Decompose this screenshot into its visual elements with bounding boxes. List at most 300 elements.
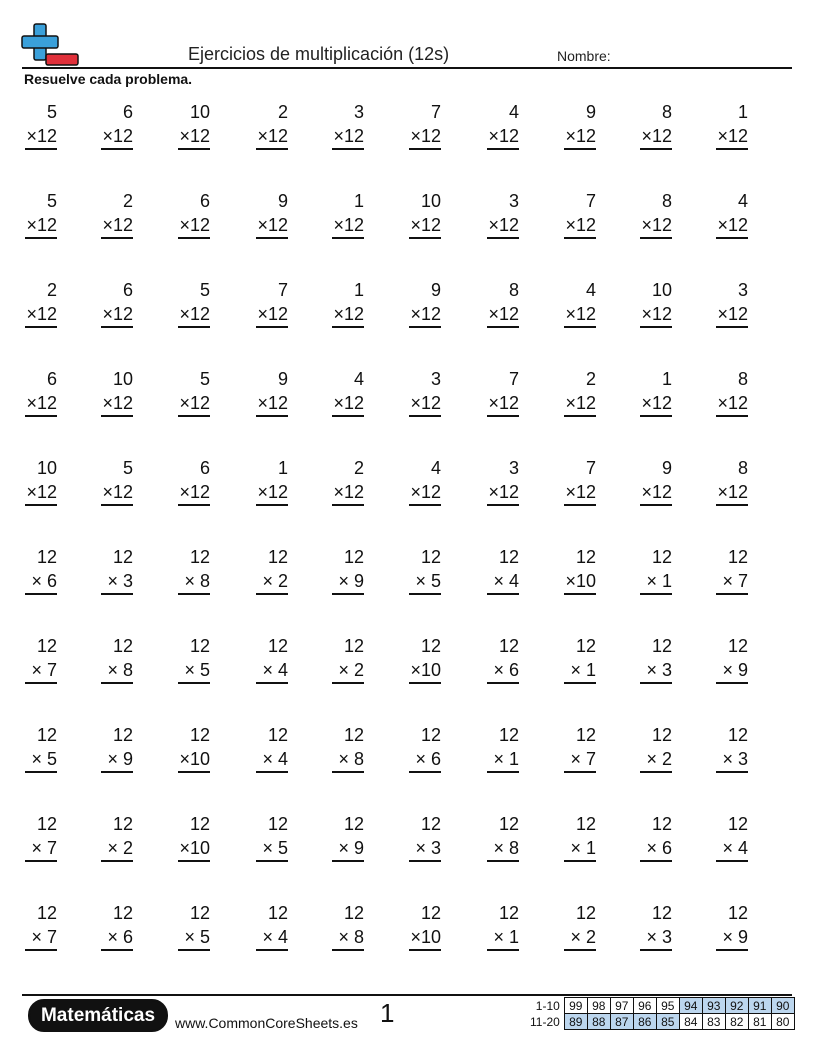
problem bbox=[101, 901, 133, 951]
problem-top-number: 8 bbox=[737, 369, 748, 389]
problem-top-number: 4 bbox=[353, 369, 364, 389]
score-key-cell: 92 bbox=[725, 998, 748, 1014]
problem bbox=[101, 812, 133, 862]
problem-top-number: 8 bbox=[661, 102, 672, 122]
problem bbox=[256, 545, 288, 595]
problem-multiplier: × 1 bbox=[564, 836, 596, 862]
problem-top-number: 12 bbox=[575, 547, 596, 567]
problem-top-number: 12 bbox=[727, 903, 748, 923]
problem bbox=[25, 278, 57, 328]
problem-multiplier: × 4 bbox=[487, 569, 519, 595]
problem-top-number: 12 bbox=[267, 903, 288, 923]
problem-top-number: 12 bbox=[267, 547, 288, 567]
problem bbox=[101, 456, 133, 506]
header-divider bbox=[22, 67, 792, 69]
problem bbox=[716, 634, 748, 684]
problem-top-number: 12 bbox=[189, 903, 210, 923]
website-link[interactable]: www.CommonCoreSheets.es bbox=[175, 1015, 358, 1031]
problem-multiplier: × 9 bbox=[716, 658, 748, 684]
problem-multiplier: ×12 bbox=[564, 213, 596, 239]
problem-top-number: 12 bbox=[727, 814, 748, 834]
problem-multiplier: ×10 bbox=[409, 658, 441, 684]
problem bbox=[640, 545, 672, 595]
problem-top-number: 8 bbox=[508, 280, 519, 300]
problem bbox=[487, 901, 519, 951]
score-key-cell: 85 bbox=[656, 1014, 679, 1030]
problem-top-number: 3 bbox=[737, 280, 748, 300]
problem-top-number: 7 bbox=[585, 191, 596, 211]
problem-top-number: 10 bbox=[651, 280, 672, 300]
problem-multiplier: ×12 bbox=[564, 302, 596, 328]
problem bbox=[25, 812, 57, 862]
problem-top-number: 12 bbox=[651, 636, 672, 656]
problem-multiplier: ×12 bbox=[256, 124, 288, 150]
score-key-range-label: 1-10 bbox=[535, 998, 560, 1013]
problem-top-number: 10 bbox=[189, 102, 210, 122]
problem-multiplier: ×12 bbox=[256, 302, 288, 328]
problem bbox=[25, 367, 57, 417]
problem-top-number: 12 bbox=[420, 636, 441, 656]
problem bbox=[564, 812, 596, 862]
problem bbox=[487, 634, 519, 684]
problem-top-number: 12 bbox=[189, 814, 210, 834]
problem-multiplier: ×12 bbox=[716, 480, 748, 506]
problem-top-number: 5 bbox=[46, 191, 57, 211]
problem-top-number: 5 bbox=[199, 369, 210, 389]
problem-multiplier: × 4 bbox=[256, 747, 288, 773]
problem-multiplier: ×10 bbox=[564, 569, 596, 595]
problem-top-number: 12 bbox=[727, 725, 748, 745]
problem-multiplier: ×12 bbox=[332, 124, 364, 150]
problem-top-number: 9 bbox=[585, 102, 596, 122]
score-key-cell: 80 bbox=[771, 1014, 794, 1030]
problem bbox=[332, 189, 364, 239]
problem-top-number: 3 bbox=[353, 102, 364, 122]
problem-multiplier: ×12 bbox=[409, 302, 441, 328]
problem-top-number: 3 bbox=[430, 369, 441, 389]
score-key-cell: 97 bbox=[610, 998, 633, 1014]
problem-multiplier: × 5 bbox=[409, 569, 441, 595]
problem-top-number: 12 bbox=[189, 725, 210, 745]
problem bbox=[409, 812, 441, 862]
problem-top-number: 8 bbox=[737, 458, 748, 478]
problem bbox=[332, 723, 364, 773]
problem bbox=[101, 189, 133, 239]
problem-multiplier: × 6 bbox=[409, 747, 441, 773]
problem-multiplier: × 1 bbox=[487, 925, 519, 951]
problem bbox=[178, 367, 210, 417]
problem-multiplier: ×12 bbox=[487, 391, 519, 417]
problem-top-number: 8 bbox=[661, 191, 672, 211]
problem-top-number: 7 bbox=[585, 458, 596, 478]
problem bbox=[256, 100, 288, 150]
problem-top-number: 2 bbox=[353, 458, 364, 478]
problem bbox=[332, 367, 364, 417]
problem-multiplier: × 5 bbox=[178, 658, 210, 684]
score-key-table bbox=[528, 997, 795, 1030]
problem bbox=[487, 545, 519, 595]
problem-multiplier: × 1 bbox=[640, 569, 672, 595]
score-key-cell: 86 bbox=[633, 1014, 656, 1030]
problem-top-number: 3 bbox=[508, 191, 519, 211]
problem-top-number: 1 bbox=[353, 191, 364, 211]
problem bbox=[716, 100, 748, 150]
plus-minus-logo-icon bbox=[20, 22, 82, 68]
problem-multiplier: ×12 bbox=[25, 391, 57, 417]
page-title: Ejercicios de multiplicación (12s) bbox=[188, 44, 450, 64]
problem-multiplier: × 1 bbox=[564, 658, 596, 684]
problem-top-number: 10 bbox=[112, 369, 133, 389]
problem-multiplier: × 8 bbox=[178, 569, 210, 595]
problem bbox=[564, 723, 596, 773]
problem bbox=[25, 634, 57, 684]
problem-top-number: 10 bbox=[420, 191, 441, 211]
problem bbox=[332, 812, 364, 862]
problem-top-number: 5 bbox=[199, 280, 210, 300]
problem-multiplier: × 5 bbox=[256, 836, 288, 862]
problem-multiplier: × 2 bbox=[640, 747, 672, 773]
problem bbox=[256, 634, 288, 684]
score-key-cell: 99 bbox=[564, 998, 587, 1014]
problem-top-number: 2 bbox=[585, 369, 596, 389]
problem bbox=[332, 456, 364, 506]
problem bbox=[564, 545, 596, 595]
problem bbox=[640, 189, 672, 239]
problem bbox=[409, 189, 441, 239]
problem-multiplier: ×12 bbox=[716, 302, 748, 328]
score-key-cell: 94 bbox=[679, 998, 702, 1014]
problem-multiplier: × 4 bbox=[256, 925, 288, 951]
problem-top-number: 12 bbox=[651, 547, 672, 567]
problem-top-number: 9 bbox=[277, 191, 288, 211]
problem-top-number: 1 bbox=[737, 102, 748, 122]
problem-multiplier: ×10 bbox=[178, 747, 210, 773]
score-key-range-label: 11-20 bbox=[530, 1014, 560, 1029]
problem bbox=[332, 901, 364, 951]
problem bbox=[716, 723, 748, 773]
problem-top-number: 5 bbox=[122, 458, 133, 478]
problem-multiplier: ×12 bbox=[487, 480, 519, 506]
problem-multiplier: × 9 bbox=[716, 925, 748, 951]
problem bbox=[256, 723, 288, 773]
problem-top-number: 12 bbox=[343, 903, 364, 923]
problem-top-number: 12 bbox=[343, 547, 364, 567]
problem bbox=[487, 456, 519, 506]
problem-top-number: 12 bbox=[498, 547, 519, 567]
score-key-cell: 98 bbox=[587, 998, 610, 1014]
problem-top-number: 12 bbox=[420, 903, 441, 923]
problem-multiplier: ×12 bbox=[409, 480, 441, 506]
problem bbox=[409, 456, 441, 506]
problem-multiplier: × 3 bbox=[101, 569, 133, 595]
problem bbox=[101, 723, 133, 773]
problem-top-number: 3 bbox=[508, 458, 519, 478]
problem-multiplier: ×12 bbox=[716, 124, 748, 150]
problem-multiplier: ×12 bbox=[178, 302, 210, 328]
problem-multiplier: ×12 bbox=[178, 124, 210, 150]
problem-multiplier: × 6 bbox=[487, 658, 519, 684]
problem-top-number: 12 bbox=[112, 547, 133, 567]
score-key-row bbox=[528, 998, 794, 1014]
problem bbox=[640, 367, 672, 417]
score-key-cell: 87 bbox=[610, 1014, 633, 1030]
problem bbox=[409, 100, 441, 150]
problem-multiplier: × 7 bbox=[25, 925, 57, 951]
problem bbox=[564, 189, 596, 239]
problem-multiplier: × 4 bbox=[716, 836, 748, 862]
problem-top-number: 12 bbox=[267, 725, 288, 745]
problem-multiplier: ×10 bbox=[409, 925, 441, 951]
problem bbox=[487, 278, 519, 328]
problem bbox=[25, 723, 57, 773]
problem-multiplier: ×12 bbox=[332, 302, 364, 328]
problem-multiplier: × 8 bbox=[332, 925, 364, 951]
problem-multiplier: ×12 bbox=[178, 213, 210, 239]
problem bbox=[178, 634, 210, 684]
problem-top-number: 12 bbox=[36, 636, 57, 656]
problem bbox=[409, 723, 441, 773]
problem-multiplier: ×12 bbox=[487, 124, 519, 150]
problem-multiplier: ×12 bbox=[564, 480, 596, 506]
problem-multiplier: × 9 bbox=[332, 836, 364, 862]
problem bbox=[256, 456, 288, 506]
problem bbox=[101, 278, 133, 328]
problem-top-number: 9 bbox=[277, 369, 288, 389]
problem-top-number: 12 bbox=[727, 636, 748, 656]
problem-top-number: 6 bbox=[199, 191, 210, 211]
problem-top-number: 12 bbox=[343, 725, 364, 745]
score-key-row bbox=[528, 1014, 794, 1030]
problem bbox=[409, 634, 441, 684]
problem-top-number: 1 bbox=[353, 280, 364, 300]
problem-multiplier: ×12 bbox=[564, 391, 596, 417]
problem bbox=[178, 278, 210, 328]
problem bbox=[256, 278, 288, 328]
problem-top-number: 12 bbox=[267, 636, 288, 656]
problem-top-number: 9 bbox=[430, 280, 441, 300]
problem bbox=[487, 189, 519, 239]
problem-multiplier: × 6 bbox=[25, 569, 57, 595]
problem-multiplier: ×12 bbox=[716, 391, 748, 417]
problem-multiplier: ×12 bbox=[332, 391, 364, 417]
problem-top-number: 7 bbox=[508, 369, 519, 389]
problem-multiplier: ×12 bbox=[640, 480, 672, 506]
score-key-cell: 81 bbox=[748, 1014, 771, 1030]
problem-top-number: 4 bbox=[430, 458, 441, 478]
problem bbox=[487, 100, 519, 150]
score-key-cell: 90 bbox=[771, 998, 794, 1014]
problem-top-number: 12 bbox=[36, 547, 57, 567]
problem-top-number: 12 bbox=[189, 547, 210, 567]
problem-multiplier: ×12 bbox=[487, 302, 519, 328]
problem-multiplier: × 2 bbox=[256, 569, 288, 595]
problem bbox=[564, 634, 596, 684]
problem-top-number: 12 bbox=[498, 636, 519, 656]
problem bbox=[178, 545, 210, 595]
footer-divider bbox=[22, 994, 792, 996]
problem-multiplier: × 7 bbox=[25, 658, 57, 684]
problem bbox=[256, 367, 288, 417]
problem bbox=[332, 545, 364, 595]
problem-multiplier: × 8 bbox=[332, 747, 364, 773]
problem-top-number: 12 bbox=[189, 636, 210, 656]
problem-top-number: 12 bbox=[420, 547, 441, 567]
problem bbox=[178, 189, 210, 239]
problem-multiplier: × 3 bbox=[716, 747, 748, 773]
problem-multiplier: ×12 bbox=[25, 213, 57, 239]
problem-multiplier: × 2 bbox=[332, 658, 364, 684]
problem-top-number: 12 bbox=[651, 814, 672, 834]
problem bbox=[640, 278, 672, 328]
problem bbox=[178, 723, 210, 773]
problem bbox=[640, 100, 672, 150]
problem-multiplier: ×12 bbox=[487, 213, 519, 239]
problem-multiplier: × 4 bbox=[256, 658, 288, 684]
problem-multiplier: ×12 bbox=[178, 480, 210, 506]
problem-multiplier: × 5 bbox=[25, 747, 57, 773]
problem bbox=[332, 278, 364, 328]
problem-top-number: 12 bbox=[112, 636, 133, 656]
problem-top-number: 12 bbox=[343, 814, 364, 834]
score-key-cell: 91 bbox=[748, 998, 771, 1014]
problem bbox=[409, 901, 441, 951]
problem-multiplier: × 2 bbox=[101, 836, 133, 862]
problem-multiplier: ×12 bbox=[409, 124, 441, 150]
problem bbox=[178, 100, 210, 150]
problem bbox=[564, 367, 596, 417]
problem bbox=[101, 367, 133, 417]
problem-top-number: 12 bbox=[575, 814, 596, 834]
problem-multiplier: × 9 bbox=[101, 747, 133, 773]
problem-multiplier: ×12 bbox=[256, 213, 288, 239]
problem bbox=[716, 812, 748, 862]
problem-multiplier: × 7 bbox=[25, 836, 57, 862]
problem-top-number: 10 bbox=[36, 458, 57, 478]
problem-multiplier: ×12 bbox=[25, 124, 57, 150]
problem-multiplier: × 8 bbox=[487, 836, 519, 862]
problem-top-number: 12 bbox=[112, 814, 133, 834]
problem-multiplier: ×12 bbox=[332, 480, 364, 506]
problem-multiplier: ×12 bbox=[332, 213, 364, 239]
brand-badge: Matemáticas bbox=[28, 999, 168, 1032]
instructions: Resuelve cada problema. bbox=[24, 71, 193, 87]
problem-multiplier: × 8 bbox=[101, 658, 133, 684]
problem-top-number: 12 bbox=[498, 814, 519, 834]
problem-top-number: 1 bbox=[277, 458, 288, 478]
problem-top-number: 12 bbox=[727, 547, 748, 567]
score-key-cell: 83 bbox=[702, 1014, 725, 1030]
score-key-cell: 88 bbox=[587, 1014, 610, 1030]
problem-multiplier: ×12 bbox=[640, 302, 672, 328]
problem bbox=[332, 634, 364, 684]
problem-top-number: 6 bbox=[122, 102, 133, 122]
problem-multiplier: × 1 bbox=[487, 747, 519, 773]
problem-top-number: 12 bbox=[575, 636, 596, 656]
problem bbox=[640, 901, 672, 951]
problem-multiplier: ×12 bbox=[101, 480, 133, 506]
problem-multiplier: × 6 bbox=[101, 925, 133, 951]
problem-multiplier: ×12 bbox=[409, 213, 441, 239]
problem-top-number: 12 bbox=[343, 636, 364, 656]
problem-multiplier: ×12 bbox=[564, 124, 596, 150]
problem-top-number: 2 bbox=[122, 191, 133, 211]
problem-multiplier: × 5 bbox=[178, 925, 210, 951]
page-number: 1 bbox=[380, 998, 395, 1028]
problem-multiplier: ×12 bbox=[640, 391, 672, 417]
problem-multiplier: × 3 bbox=[640, 658, 672, 684]
problem bbox=[716, 456, 748, 506]
problem-top-number: 4 bbox=[585, 280, 596, 300]
problem-multiplier: ×12 bbox=[256, 391, 288, 417]
problem-multiplier: × 7 bbox=[564, 747, 596, 773]
problem-top-number: 2 bbox=[46, 280, 57, 300]
problem-multiplier: ×12 bbox=[101, 213, 133, 239]
problem bbox=[487, 812, 519, 862]
score-key-cell: 84 bbox=[679, 1014, 702, 1030]
problem-multiplier: ×12 bbox=[256, 480, 288, 506]
problem-top-number: 12 bbox=[112, 725, 133, 745]
problem-top-number: 12 bbox=[498, 903, 519, 923]
problem bbox=[564, 278, 596, 328]
problem-multiplier: ×12 bbox=[716, 213, 748, 239]
problem-multiplier: ×12 bbox=[101, 124, 133, 150]
problem-top-number: 12 bbox=[36, 903, 57, 923]
problem bbox=[25, 189, 57, 239]
problem bbox=[256, 901, 288, 951]
problem-top-number: 4 bbox=[737, 191, 748, 211]
problem bbox=[564, 456, 596, 506]
problem bbox=[487, 367, 519, 417]
problem bbox=[178, 812, 210, 862]
problem bbox=[25, 901, 57, 951]
problem-top-number: 12 bbox=[420, 814, 441, 834]
problem bbox=[716, 278, 748, 328]
problem-top-number: 7 bbox=[430, 102, 441, 122]
problem bbox=[640, 634, 672, 684]
problem-top-number: 9 bbox=[661, 458, 672, 478]
problem bbox=[409, 278, 441, 328]
problem bbox=[487, 723, 519, 773]
problem bbox=[101, 634, 133, 684]
problem bbox=[564, 100, 596, 150]
problem bbox=[178, 901, 210, 951]
score-key-cell: 96 bbox=[633, 998, 656, 1014]
score-key-cell: 89 bbox=[564, 1014, 587, 1030]
problem-multiplier: ×12 bbox=[640, 213, 672, 239]
problem bbox=[101, 545, 133, 595]
problem-multiplier: × 6 bbox=[640, 836, 672, 862]
problem bbox=[256, 812, 288, 862]
problem bbox=[640, 812, 672, 862]
problem-multiplier: ×12 bbox=[178, 391, 210, 417]
score-key-cell: 95 bbox=[656, 998, 679, 1014]
problem-top-number: 2 bbox=[277, 102, 288, 122]
problem bbox=[716, 189, 748, 239]
problem-multiplier: × 7 bbox=[716, 569, 748, 595]
problem bbox=[256, 189, 288, 239]
problem-top-number: 6 bbox=[122, 280, 133, 300]
problem-top-number: 12 bbox=[112, 903, 133, 923]
problem-multiplier: × 9 bbox=[332, 569, 364, 595]
problem-top-number: 1 bbox=[661, 369, 672, 389]
problem-multiplier: ×12 bbox=[409, 391, 441, 417]
problem-top-number: 12 bbox=[267, 814, 288, 834]
problem-multiplier: ×12 bbox=[640, 124, 672, 150]
problem bbox=[716, 901, 748, 951]
problem-top-number: 7 bbox=[277, 280, 288, 300]
problem-top-number: 12 bbox=[36, 725, 57, 745]
problem-top-number: 5 bbox=[46, 102, 57, 122]
